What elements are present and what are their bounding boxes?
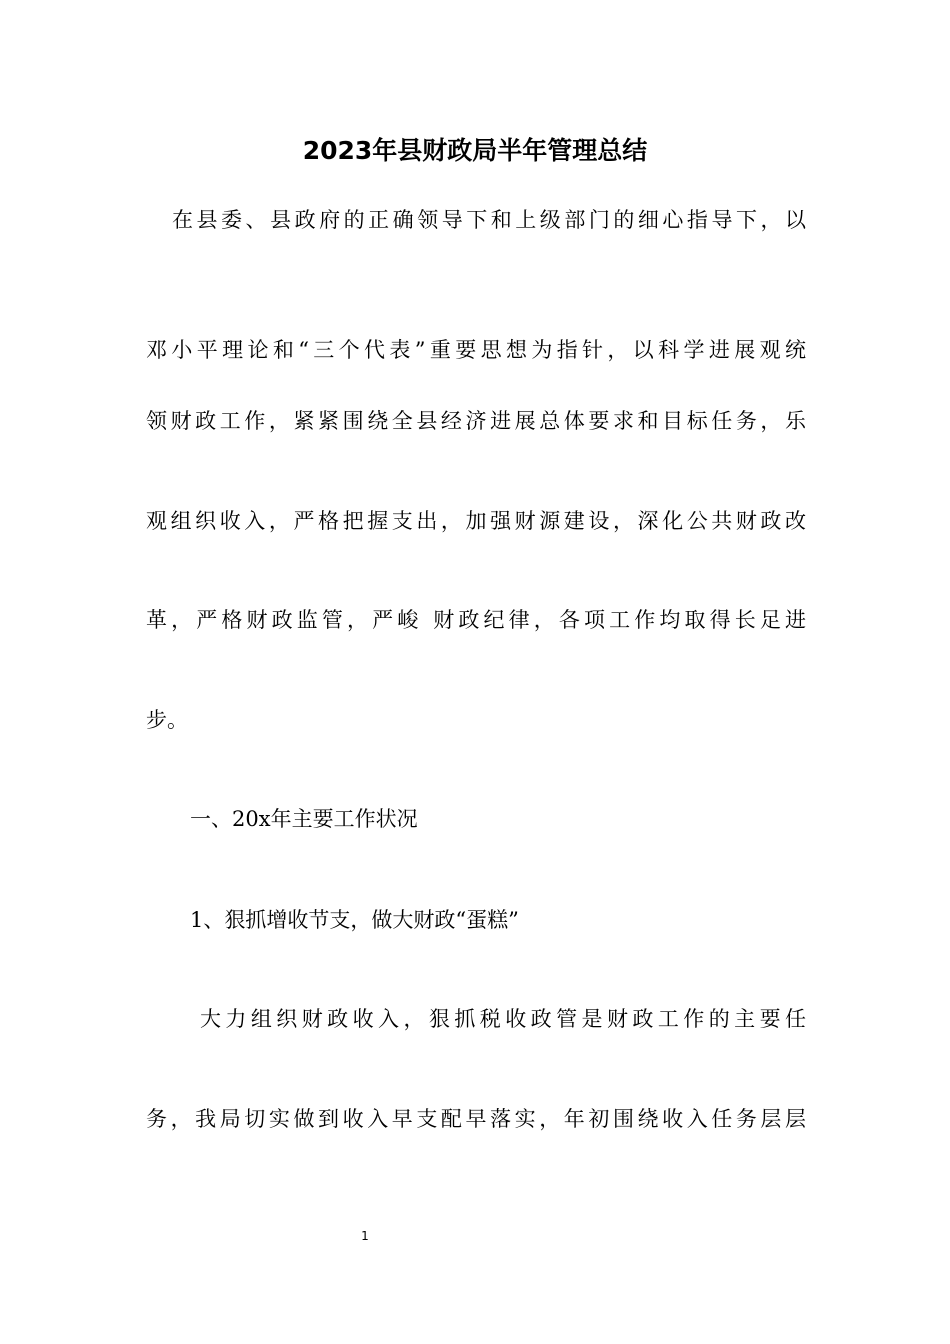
paragraph-line-7: 大力组织财政收入，狠抓税收政管是财政工作的主要任: [200, 1007, 806, 1031]
section-heading: 一、20x年主要工作状况: [190, 807, 418, 831]
paragraph-line-2: 邓小平理论和“三个代表”重要思想为指针，以科学进展观统: [146, 338, 806, 362]
paragraph-line-1: 在县委、县政府的正确领导下和上级部门的细心指导下，以: [172, 208, 806, 232]
paragraph-line-5: 革，严格财政监管，严峻 财政纪律，各项工作均取得长足进: [146, 608, 806, 632]
document-title: 2023年县财政局半年管理总结: [302, 136, 648, 165]
subsection-heading: 1、狠抓增收节支，做大财政“蛋糕”: [190, 908, 519, 932]
page-number: 1: [361, 1229, 369, 1243]
paragraph-line-4: 观组织收入，严格把握支出，加强财源建设，深化公共财政改: [146, 509, 806, 533]
paragraph-line-8: 务，我局切实做到收入早支配早落实，年初围绕收入任务层层: [146, 1107, 806, 1131]
paragraph-line-3: 领财政工作，紧紧围绕全县经济进展总体要求和目标任务，乐: [146, 409, 806, 433]
paragraph-line-6: 步。: [146, 708, 188, 732]
